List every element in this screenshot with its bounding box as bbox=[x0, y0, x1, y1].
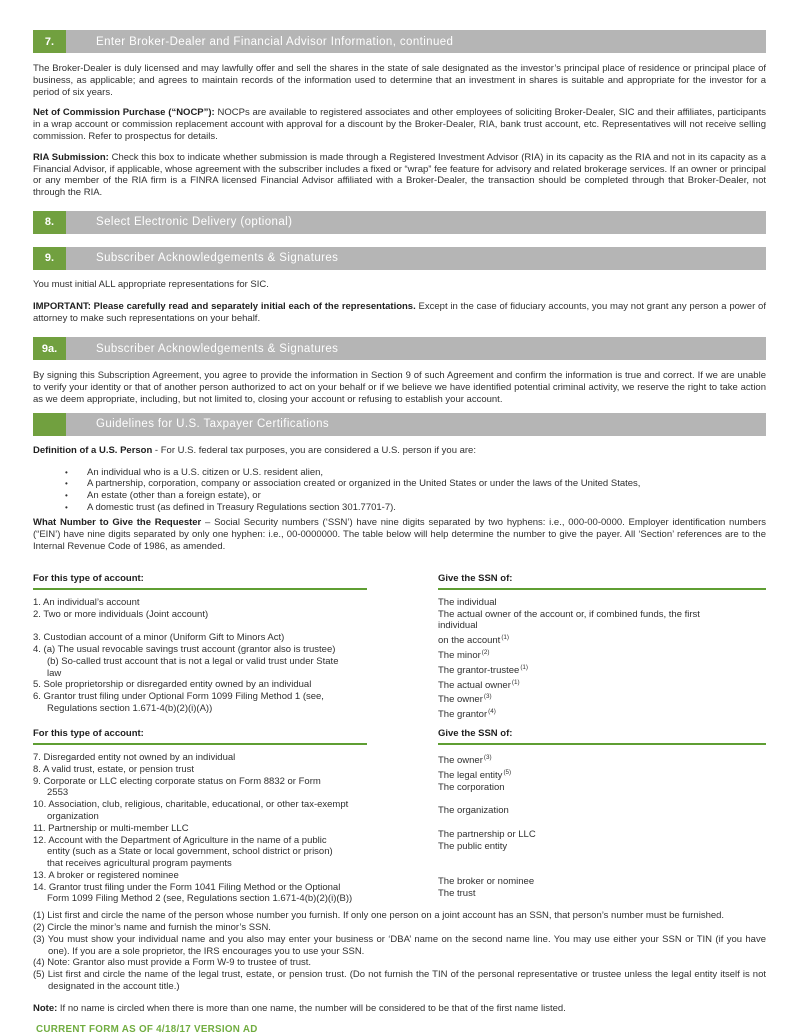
table-1-left-underline bbox=[33, 588, 367, 590]
bullet-icon: • bbox=[65, 502, 68, 512]
footnote-item: (3) You must show your individual name and you also may enter your business or ‘DBA’ name on the second name line. You may use either your SSN or TIN (if you have one). If you are a sole proprietor, the IRS encourages you to use your SSN. bbox=[33, 933, 766, 957]
section-9-header-bar bbox=[33, 247, 766, 270]
table-line: The grantor-trustee$^{(1)}$ bbox=[438, 663, 529, 676]
table-1-left-lines bbox=[33, 597, 367, 715]
table-line: law bbox=[47, 667, 62, 679]
table-2-right-lines bbox=[438, 752, 766, 900]
table-line bbox=[438, 852, 766, 864]
table-line: 5. Sole proprietorship or disregarded entity owned by an individual bbox=[33, 679, 312, 691]
us-person-bullet-list bbox=[33, 467, 766, 514]
what-number-label: What Number to Give the Requester bbox=[33, 517, 202, 529]
table-line: The actual owner of the account or, if combined funds, the first bbox=[438, 608, 700, 620]
footnote-item: (5) List first and circle the name of the legal trust, estate, or pension trust. (Do not furnish the TIN of the personal representative or trustee unless the legal entity itself is not designated in the account title.) bbox=[33, 969, 766, 993]
what-number-paragraph: What Number to Give the Requester – Social Security numbers (‘SSN’) have nine digits separated by two hyphens: i.e., 000-00-0000. Employer identification numbers (“EIN’) have nine digits separated by only one hyphen: i.e., 00-0000000. The table below will help determine the number to give the payer. All ‘Section’ references are to the Internal Revenue Code of 1986, as amended. bbox=[33, 517, 766, 552]
footnote-marker: (5) bbox=[503, 768, 512, 776]
table-1-right-underline bbox=[438, 588, 766, 590]
table-line: The legal entity$^{(5)}$ bbox=[438, 768, 512, 781]
section-9a-title: Subscriber Acknowledgements & Signatures bbox=[96, 342, 339, 355]
table-line: The organization bbox=[438, 805, 509, 817]
table-line: 4. (a) The usual revocable savings trust account (grantor also is trustee) bbox=[33, 643, 336, 655]
table-line: 8. A valid trust, estate, or pension trust bbox=[33, 763, 195, 775]
nocp-paragraph: Net of Commission Purchase (“NOCP”): NOCPs are available to registered associates and other employees of soliciting Broker-Dealer, SIC and their affiliates, participants in a wrap account or commission replacement account with approval for a discount by the Broker-Dealer, RIA, bank trust account, etc. Representatives will not receive selling commission. Refer to prospectus for details. bbox=[33, 107, 766, 142]
table-line: The broker or nominee bbox=[438, 875, 535, 887]
table-line: The trust bbox=[438, 887, 476, 899]
note-label: Note: bbox=[33, 1002, 58, 1014]
initial-representations-paragraph: You must initial ALL appropriate representations for SIC. bbox=[33, 278, 269, 290]
table-line: 2. Two or more individuals (Joint account) bbox=[33, 608, 209, 620]
footnote-marker: (2) bbox=[481, 648, 490, 656]
table-line bbox=[33, 620, 367, 632]
note-paragraph: Note: If no name is circled when there is more than one name, the number will be considered to be that of the first name listed. bbox=[33, 1002, 566, 1014]
section-7-header-bar bbox=[33, 30, 766, 53]
footnote-marker: (1) bbox=[511, 678, 520, 686]
current-form-version-text: CURRENT FORM AS OF 4/18/17 VERSION AD bbox=[36, 1024, 258, 1035]
signing-agreement-paragraph: By signing this Subscription Agreement, you agree to provide the information in Section 9 of such Agreement and confirm the information is true and correct. If we are unable to verify your identity or that of another person authorized to act on your behalf or if we believe we have identified potential criminal activity, we reserve the right to take action as we deem appropriate, including, but not limited to, closing your account or refusing to establish your account. bbox=[33, 370, 766, 405]
table-line: 3. Custodian account of a minor (Uniform Gift to Minors Act) bbox=[33, 632, 285, 644]
account-type-table-2 bbox=[33, 728, 766, 905]
section-7-number: 7. bbox=[33, 30, 66, 53]
table-line: 13. A broker or registered nominee bbox=[33, 869, 179, 881]
table-line: The public entity bbox=[438, 840, 508, 852]
section-8-header-bar bbox=[33, 211, 766, 234]
table-line: The grantor$^{(4)}$ bbox=[438, 708, 496, 721]
table-2-right-underline bbox=[438, 743, 766, 745]
bullet-item: • A domestic trust (as defined in Treasury Regulations section 301.7701-7). bbox=[65, 501, 396, 513]
table-line: 12. Account with the Department of Agriculture in the name of a public bbox=[33, 834, 327, 846]
definition-us-person-paragraph: Definition of a U.S. Person - For U.S. federal tax purposes, you are considered a U.S. person if you are: bbox=[33, 444, 476, 456]
table-2-left-underline bbox=[33, 743, 367, 745]
footnote-item: (4) Note: Grantor also must provide a Form W-9 to trustee of trust. bbox=[33, 957, 312, 969]
guidelines-title: Guidelines for U.S. Taxpayer Certifications bbox=[96, 418, 330, 431]
footnote-marker: (3) bbox=[483, 693, 492, 701]
bullet-item: • An estate (other than a foreign estate), or bbox=[65, 489, 261, 501]
broker-dealer-licensed-paragraph: The Broker-Dealer is duly licensed and may lawfully offer and sell the shares in the state of sale designated as the investor’s principal place of residence or principal place of business, as applicable; and agrees to maintain records of the information used to determine that an investment in shares is suitable and appropriate for the investor for a period of six years. bbox=[33, 63, 766, 98]
table-line: 10. Association, club, religious, charitable, educational, or other tax-exempt bbox=[33, 799, 349, 811]
table-line: The owner$^{(3)}$ bbox=[438, 753, 492, 766]
footnote-marker: (1) bbox=[501, 634, 510, 642]
table-line: 7. Disregarded entity not owned by an individual bbox=[33, 751, 236, 763]
table-1-right-header: Give the SSN of: bbox=[438, 572, 513, 584]
table-2-left-header: For this type of account: bbox=[33, 727, 144, 739]
table-line: on the account$^{(1)}$ bbox=[438, 634, 510, 647]
table-line: 1. An individual’s account bbox=[33, 596, 140, 608]
ria-label: RIA Submission: bbox=[33, 151, 109, 163]
important-label: IMPORTANT: Please carefully read and separately initial each of the representations. bbox=[33, 300, 416, 312]
section-9a-number: 9a. bbox=[33, 337, 66, 360]
table-line bbox=[438, 817, 766, 829]
table-line: The individual bbox=[438, 596, 497, 608]
footnote-marker: (4) bbox=[488, 708, 496, 716]
ria-submission-paragraph: RIA Submission: Check this box to indicate whether submission is made through a Registered Investment Advisor (RIA) in its capacity as the RIA and not in its capacity as a Financial Advisor, if applicable, whose agreement with the subscriber includes a fixed or “wrap” fee feature for advisory and related brokerage services. If an owner or principal or any member of the RIA firm is a FINRA licensed Financial Advisor affiliated with a Broker-Dealer, the transaction should be completed through that Broker-Dealer, not through the RIA. bbox=[33, 151, 766, 199]
section-9-title: Subscriber Acknowledgements & Signatures bbox=[96, 252, 339, 265]
table-line: (b) So-called trust account that is not a legal or valid trust under State bbox=[47, 655, 339, 667]
table-1-right-lines bbox=[438, 597, 766, 721]
table-line: 6. Grantor trust filing under Optional Form 1099 Filing Method 1 (see, bbox=[33, 691, 324, 703]
section-9-number: 9. bbox=[33, 247, 66, 270]
table-line: organization bbox=[47, 810, 99, 822]
table-line: 11. Partnership or multi-member LLC bbox=[33, 822, 189, 834]
footnote-marker: (1) bbox=[520, 663, 529, 671]
table-line: The corporation bbox=[438, 781, 505, 793]
table-line: The owner$^{(3)}$ bbox=[438, 693, 492, 706]
table-2-right-header: Give the SSN of: bbox=[438, 727, 513, 739]
account-type-table-1 bbox=[33, 573, 766, 721]
bullet-item: • A partnership, corporation, company or association created or organized in the United States or under the laws of the United States, bbox=[65, 478, 641, 490]
footnote-list bbox=[33, 910, 766, 993]
table-1-left-header: For this type of account: bbox=[33, 572, 144, 584]
table-line: 9. Corporate or LLC electing corporate status on Form 8832 or Form bbox=[33, 775, 321, 787]
bullet-icon: • bbox=[65, 467, 68, 477]
nocp-label: Net of Commission Purchase (“NOCP”): bbox=[33, 107, 215, 119]
section-7-title: Enter Broker-Dealer and Financial Advisor Information, continued bbox=[96, 35, 454, 48]
table-line: Regulations section 1.671-4(b)(2)(i)(A)) bbox=[47, 702, 213, 714]
definition-label: Definition of a U.S. Person bbox=[33, 444, 153, 456]
table-line: Form 1099 Filing Method 2 (see, Regulations section 1.671-4(b)(2)(i)(B)) bbox=[47, 893, 353, 905]
table-line: individual bbox=[438, 620, 478, 632]
table-line: entity (such as a State or local government, school district or prison) bbox=[47, 846, 333, 858]
guidelines-header-bar bbox=[33, 413, 766, 436]
table-line: The actual owner$^{(1)}$ bbox=[438, 678, 520, 691]
table-line: that receives agricultural program payments bbox=[47, 858, 232, 870]
table-line: 2553 bbox=[47, 787, 69, 799]
table-2-left-lines bbox=[33, 752, 367, 905]
footnote-item: (1) List first and circle the name of the person whose number you furnish. If only one person on a joint account has an SSN, that person’s number must be furnished. bbox=[33, 910, 725, 922]
table-line bbox=[438, 793, 766, 805]
important-paragraph: IMPORTANT: Please carefully read and separately initial each of the representations. Except in the case of fiduciary accounts, you may not grant any person a power of attorney to make such representations on your behalf. bbox=[33, 300, 766, 324]
bullet-item: • An individual who is a U.S. citizen or U.S. resident alien, bbox=[65, 466, 324, 478]
section-9a-header-bar bbox=[33, 337, 766, 360]
bullet-icon: • bbox=[65, 490, 68, 500]
footnote-marker: (3) bbox=[483, 753, 492, 761]
section-8-title: Select Electronic Delivery (optional) bbox=[96, 216, 293, 229]
table-line: 14. Grantor trust filing under the Form 1041 Filing Method or the Optional bbox=[33, 881, 341, 893]
table-line bbox=[438, 864, 766, 876]
section-8-number: 8. bbox=[33, 211, 66, 234]
guidelines-number-box bbox=[33, 413, 66, 436]
bullet-icon: • bbox=[65, 479, 68, 489]
table-line: The minor$^{(2)}$ bbox=[438, 648, 490, 661]
footnote-item: (2) Circle the minor’s name and furnish the minor’s SSN. bbox=[33, 922, 271, 934]
table-line: The partnership or LLC bbox=[438, 828, 536, 840]
